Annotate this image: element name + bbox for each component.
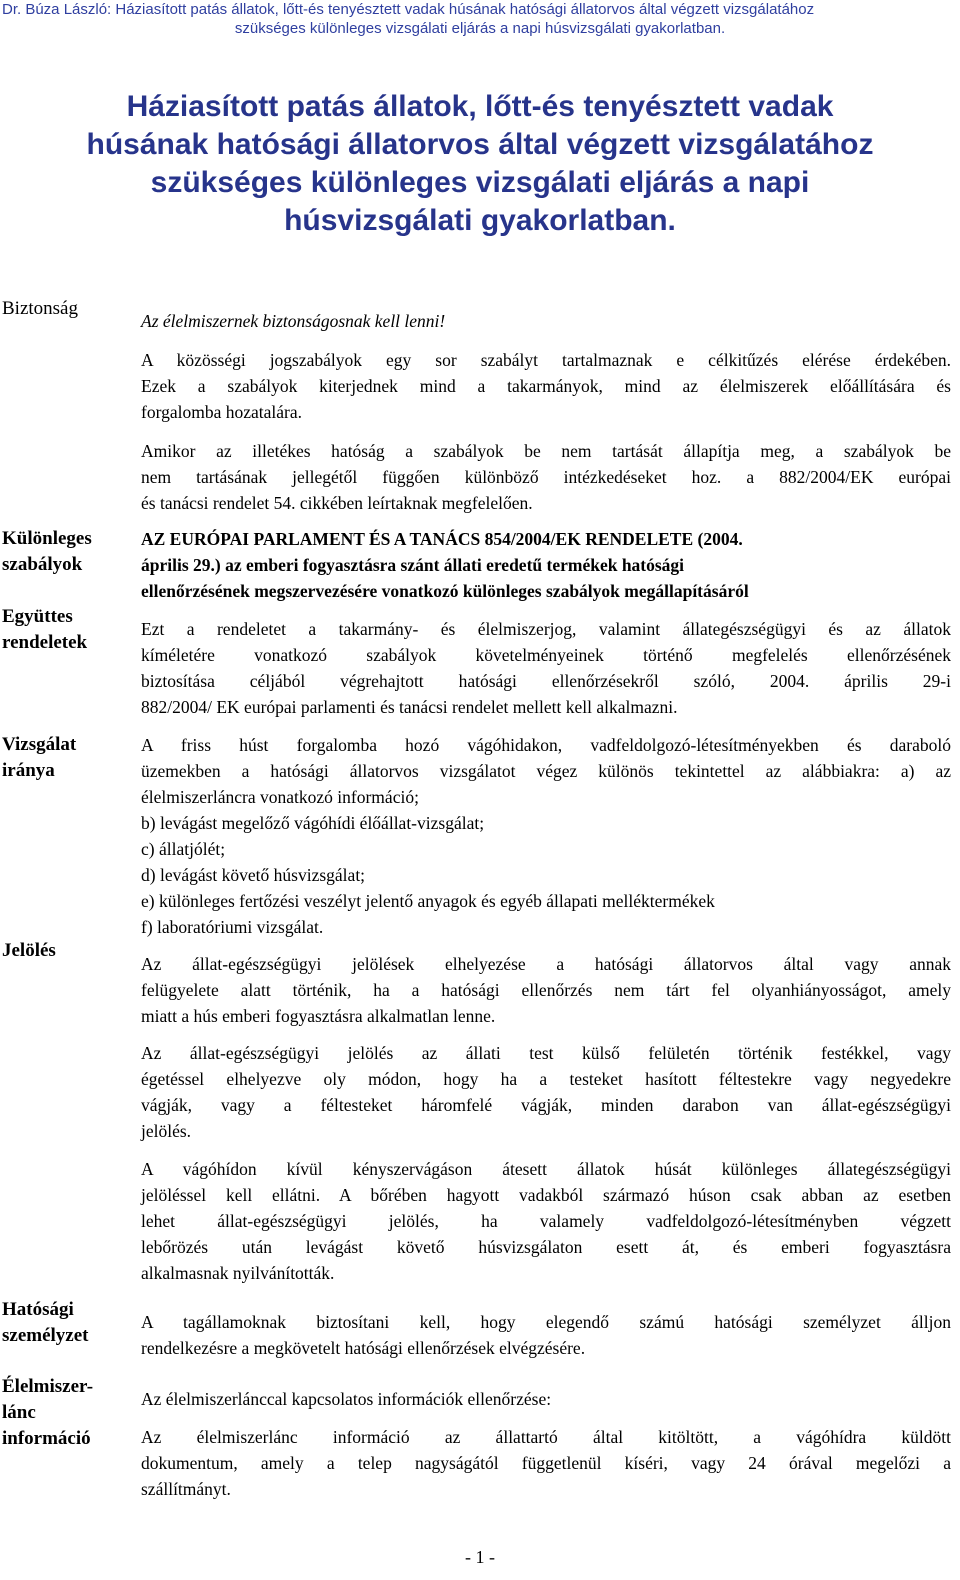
sidebar-label-line: iránya xyxy=(2,760,55,781)
text-line: lehet állat-egészségügyi jelölés, ha valamely vadfeldolgozó-létesítményben végzett xyxy=(141,1211,951,1231)
text-line: szállítmányt. xyxy=(141,1479,231,1499)
title-line: húsának hatósági állatorvos által végzett vizsgálatához xyxy=(86,128,874,161)
text-line: Az állat-egészségügyi jelölés az állati test külső felületén történik festékkel, vagy xyxy=(141,1043,951,1063)
sidebar-label-jeloles: Jelölés xyxy=(2,940,56,961)
sidebar-label-elelmiszer xyxy=(2,1374,93,1452)
text-line: kíméletére vonatkozó szabályok követelményeinek történő megfelelés ellenőrzésének xyxy=(141,645,951,665)
sidebar-label-line: Vizsgálat xyxy=(2,734,77,755)
sidebar-label-kulonleges xyxy=(2,526,92,578)
paragraph-3 xyxy=(141,616,951,720)
sidebar-label-line: információ xyxy=(2,1428,91,1449)
text-line: A tagállamoknak biztosítani kell, hogy elegendő számú hatósági személyzet álljon xyxy=(141,1312,951,1332)
text-line: Amikor az illetékes hatóság a szabályok be nem tartását állapítja meg, a szabályok be xyxy=(141,441,951,461)
paragraph-5 xyxy=(141,951,951,1029)
title-line: húsvizsgálati gyakorlatban. xyxy=(284,204,676,237)
text-line: és tanácsi rendelet 54. cikkében leírtaknak megfelelően. xyxy=(141,493,533,513)
paragraph-2 xyxy=(141,438,951,516)
text-line: biztosítása céljából végrehajtott hatósági ellenőrzésekről szóló, 2004. április 29-i xyxy=(141,671,951,691)
sidebar-label-egyuttes xyxy=(2,604,87,656)
text-line: vágják, vagy a féltesteket háromfelé vágják, minden darabon van állat-egészségügyi xyxy=(141,1095,951,1115)
sidebar-label-hatosagi xyxy=(2,1297,89,1349)
text-line: égetéssel elhelyezve oly módon, hogy ha a testeket hasított féltestekre vagy negyedekre xyxy=(141,1069,951,1089)
paragraph-9: Az élelmiszerlánccal kapcsolatos információk ellenőrzése: xyxy=(141,1389,552,1409)
sidebar-label-line: személyzet xyxy=(2,1325,89,1346)
text-line: Az állat-egészségügyi jelölések elhelyezése a hatósági állatorvos által vagy annak xyxy=(141,954,951,974)
sidebar-label-line: lánc xyxy=(2,1402,36,1423)
list-item: b) levágást megelőző vágóhídi élőállat-vizsgálat; xyxy=(141,813,485,833)
text-line: jelöléssel kell ellátni. A bőrében hagyott vadakból származó húson csak abban az esetben xyxy=(141,1185,951,1205)
text-line: 882/2004/ EK európai parlamenti és tanácsi rendelet mellett kell alkalmazni. xyxy=(141,697,678,717)
text-line: Ezek a szabályok kiterjednek mind a takarmányok, mind az élelmiszerek előállítására és xyxy=(141,376,951,396)
intro-statement: Az élelmiszernek biztonságosnak kell lenni! xyxy=(141,311,446,331)
paragraph-4 xyxy=(141,732,951,940)
text-line: A közösségi jogszabályok egy sor szabályt tartalmaznak e célkitűzés elérése érdekében. xyxy=(141,350,951,370)
title-line: Háziasított patás állatok, lőtt-és tenyésztett vadak xyxy=(126,90,834,123)
sidebar-label-vizsgalat xyxy=(2,732,76,784)
sidebar-label-line: rendeletek xyxy=(2,632,88,653)
running-header xyxy=(0,0,960,38)
text-line: rendelkezésre a megkövetelt hatósági ellenőrzések elvégzésére. xyxy=(141,1338,586,1358)
text-line: élelmiszerláncra vonatkozó információ; xyxy=(141,787,419,807)
paragraph-7 xyxy=(141,1156,951,1286)
page-number: - 1 - xyxy=(465,1547,495,1567)
list-item: c) állatjólét; xyxy=(141,839,226,859)
list-item: e) különleges fertőzési veszélyt jelentő anyagok és egyéb állapati melléktermékek xyxy=(141,891,715,911)
title-line: szükséges különleges vizsgálati eljárás a napi xyxy=(150,166,810,199)
sidebar-label-line: Hatósági xyxy=(2,1299,74,1320)
text-line: AZ EURÓPAI PARLAMENT ÉS A TANÁCS 854/2004/EK RENDELETE (2004. xyxy=(141,529,743,549)
sidebar-label-line: Különleges xyxy=(2,528,92,549)
regulation-title xyxy=(141,526,951,604)
paragraph-10 xyxy=(141,1424,951,1502)
text-line: lebőrözés után levágást követő húsvizsgálaton esett át, és emberi fogyasztásra xyxy=(141,1237,951,1257)
header-line-1: Dr. Búza László: Háziasított patás állatok, lőtt-és tenyésztett vadak húsának hatósági állatorvos által végzett vizsgálatához xyxy=(2,1,815,18)
list-item: f) laboratóriumi vizsgálat. xyxy=(141,917,324,937)
list-item: d) levágást követő húsvizsgálat; xyxy=(141,865,366,885)
text-line: alkalmasnak nyilvánították. xyxy=(141,1263,335,1283)
text-line: felügyelete alatt történik, ha a hatósági ellenőrzés nem tárt fel olyanhiányosságot, amely xyxy=(141,980,951,1000)
text-line: A vágóhídon kívül kényszervágáson átesett állatok húsát különleges állategészségügyi xyxy=(141,1159,951,1179)
paragraph-1 xyxy=(141,347,951,425)
text-line: április 29.) az emberi fogyasztásra szánt állati eredetű termékek hatósági xyxy=(141,555,685,575)
sidebar-label-biztonsag: Biztonság xyxy=(2,298,78,319)
header-line-2: szükséges különleges vizsgálati eljárás a napi húsvizsgálati gyakorlatban. xyxy=(234,20,726,37)
text-line: A friss húst forgalomba hozó vágóhidakon, vadfeldolgozó-létesítményekben és daraboló xyxy=(141,735,951,755)
text-line: ellenőrzésének megszervezésére vonatkozó különleges szabályok megállapításáról xyxy=(141,581,749,601)
text-line: dokumentum, amely a telep nagyságától függetlenül kíséri, vagy 24 órával megelőzi a xyxy=(141,1453,951,1473)
text-line: Ezt a rendeletet a takarmány- és élelmiszerjog, valamint állategészségügyi és az állatok xyxy=(141,619,951,639)
text-line: nem tartásának jellegétől függően különböző intézkedéseket hoz. a 882/2004/EK európai xyxy=(141,467,951,487)
text-line: Az élelmiszerlánc információ az állattartó által kitöltött, a vágóhídra küldött xyxy=(141,1427,951,1447)
text-line: üzemekben a hatósági állatorvos vizsgálatot végez különös tekintettel az alábbiakra: a) az xyxy=(141,761,951,781)
paragraph-6 xyxy=(141,1040,951,1144)
text-line: jelölés. xyxy=(141,1121,192,1141)
text-line: miatt a hús emberi fogyasztásra alkalmatlan lenne. xyxy=(141,1006,496,1026)
sidebar-label-line: Együttes xyxy=(2,606,73,627)
sidebar-label-line: Élelmiszer- xyxy=(2,1376,94,1397)
sidebar-label-line: szabályok xyxy=(2,554,83,575)
document-title xyxy=(0,88,960,240)
paragraph-8 xyxy=(141,1309,951,1361)
text-line: forgalomba hozatalára. xyxy=(141,402,302,422)
